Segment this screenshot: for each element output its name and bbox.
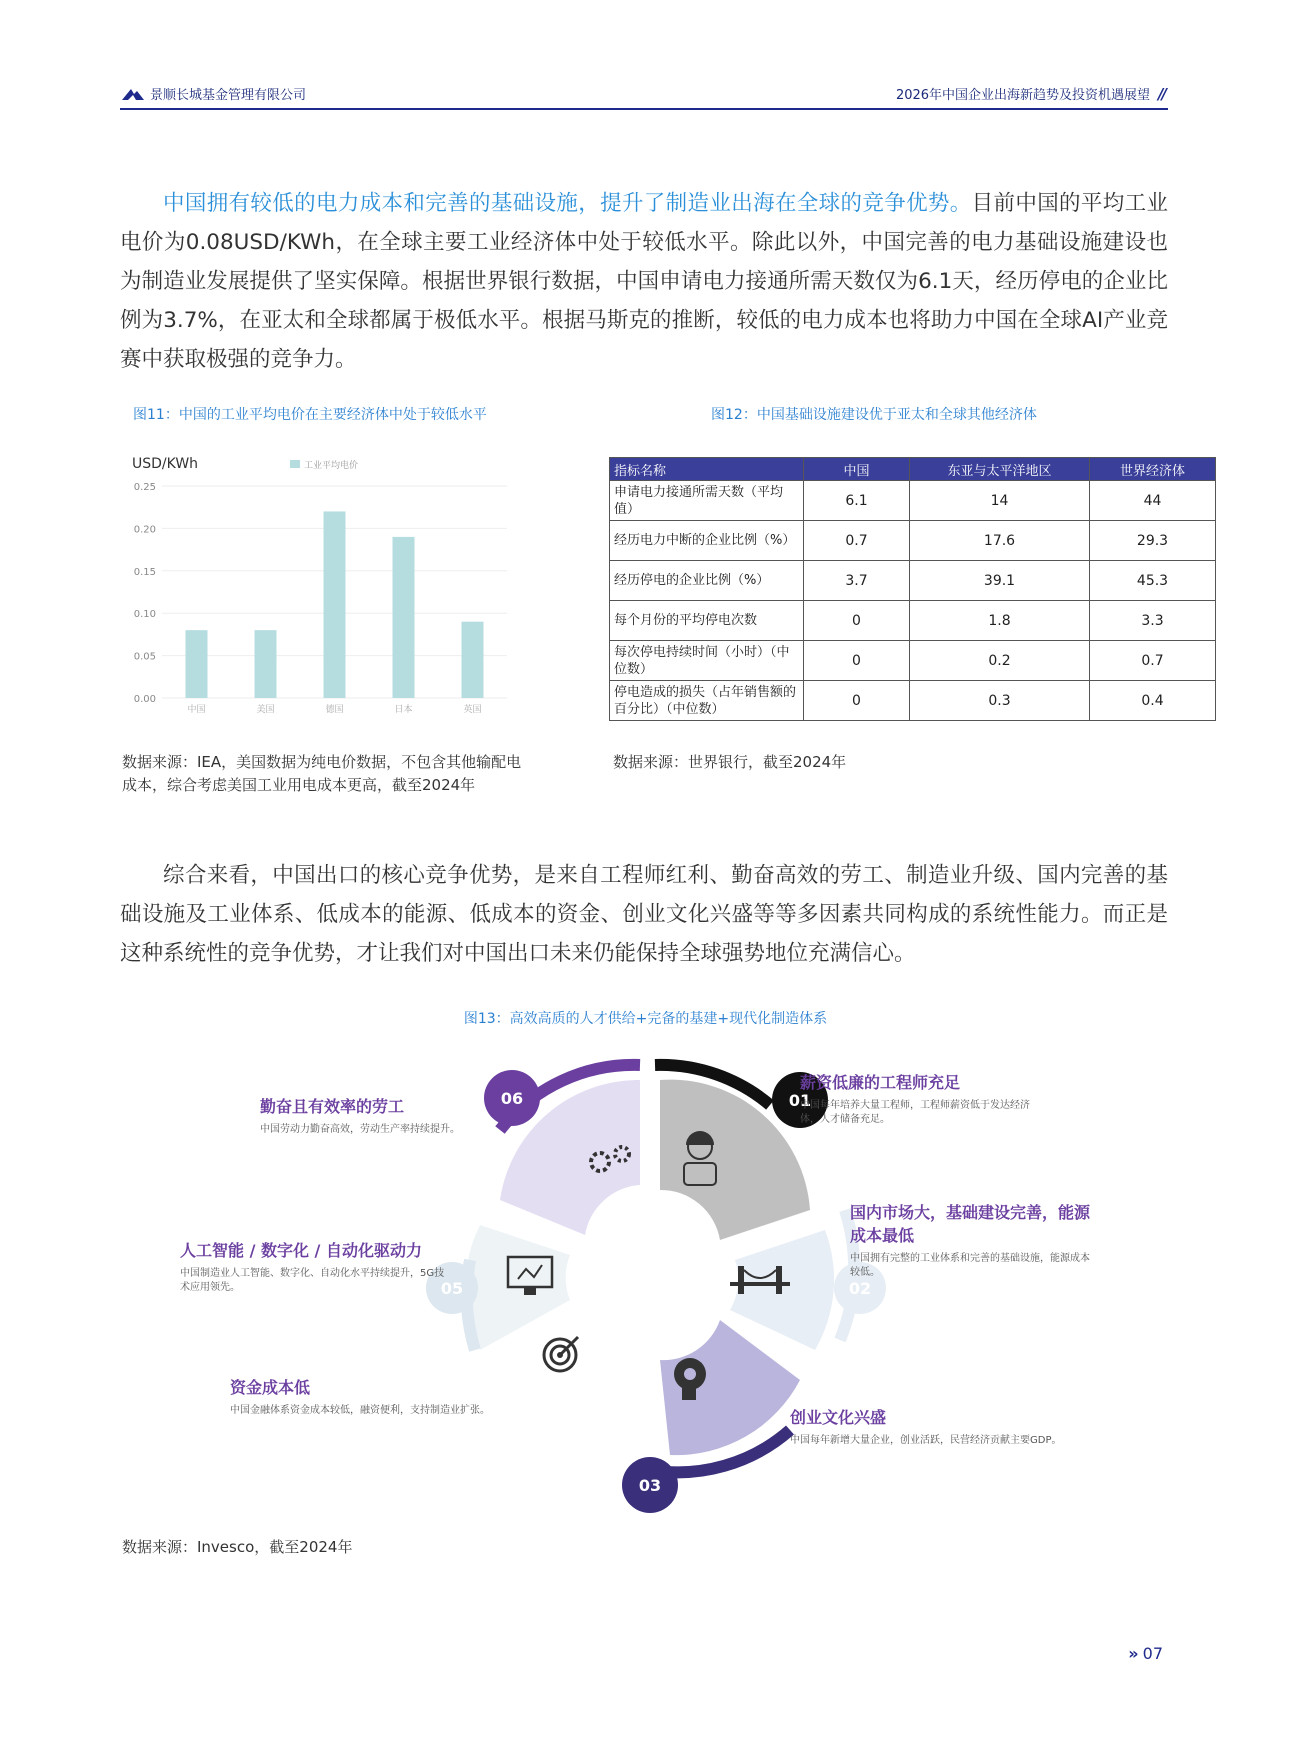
cell-china: 0 (804, 601, 910, 641)
table-row (610, 601, 1216, 641)
item-06 (260, 1094, 520, 1137)
table-row (610, 681, 1216, 721)
fig13-source: 数据来源：Invesco，截至2024年 (122, 1538, 353, 1556)
bar (462, 622, 484, 698)
x-tick-label: 美国 (256, 705, 275, 715)
page-number-text: 07 (1142, 1644, 1163, 1663)
item-02 (850, 1200, 1095, 1280)
item-04 (230, 1375, 490, 1418)
cell-east-asia: 0.2 (910, 641, 1090, 681)
row-label: 经历停电的企业比例（%） (610, 561, 804, 601)
legend-swatch (290, 460, 300, 468)
cell-world: 44 (1090, 481, 1216, 521)
fig12-source: 数据来源：世界银行，截至2024年 (613, 753, 847, 771)
header-divider (120, 108, 1168, 110)
badge-03-num: 03 (638, 1476, 662, 1495)
item-05-desc: 中国制造业人工智能、数字化、自动化水平持续提升，5G技术应用领先。 (180, 1268, 445, 1293)
y-tick-label: 0.20 (133, 524, 156, 536)
cell-east-asia: 39.1 (910, 561, 1090, 601)
fig13-infographic (150, 1050, 1140, 1495)
table-row (610, 481, 1216, 521)
bar (255, 630, 277, 698)
badge-06-num: 06 (500, 1089, 524, 1108)
badge-02-num: 02 (848, 1279, 872, 1298)
cell-east-asia: 17.6 (910, 521, 1090, 561)
table-header-row (610, 458, 1216, 481)
bar (186, 630, 208, 698)
fig12-caption: 图12：中国基础设施建设优于亚太和全球其他经济体 (711, 407, 1037, 423)
y-tick-label: 0.05 (133, 651, 156, 663)
row-label: 每个月份的平均停电次数 (610, 601, 804, 641)
header-report (896, 84, 1165, 103)
cell-china: 0 (804, 641, 910, 681)
table-header-cell: 世界经济体 (1090, 458, 1216, 481)
cell-china: 6.1 (804, 481, 910, 521)
paragraph-1-text: 目前中国的平均工业电价为0.08USD/KWh，在全球主要工业经济体中处于较低水平。除此以外，中国完善的电力基础设施建设也为制造业发展提供了坚实保障。根据世界银行数据，中国申请电力接通所需天数仅为6.1天，经历停电的企业比例为3.7%，在亚太和全球都属于极低水平。根据马斯克的推断，较低的电力成本也将助力中国在全球AI产业竞赛中获取极强的竞争力。 (120, 191, 1168, 372)
fig12-table (609, 457, 1216, 721)
paragraph-1 (120, 184, 1168, 379)
x-tick-label: 中国 (187, 705, 206, 715)
badge-05-num: 05 (440, 1279, 464, 1298)
table-row (610, 641, 1216, 681)
item-06-desc: 中国劳动力勤奋高效，劳动生产率持续提升。 (260, 1124, 460, 1135)
double-arrow-icon: » (1128, 1644, 1139, 1663)
item-02-desc: 中国拥有完整的工业体系和完善的基础设施，能源成本较低。 (850, 1253, 1090, 1278)
fig11-source-line2: 成本，综合考虑美国工业用电成本更高，截至2024年 (122, 776, 476, 794)
bar-chart (122, 444, 518, 715)
company-logo-icon (122, 87, 144, 101)
item-03-title: 创业文化兴盛 (790, 1408, 887, 1427)
item-03-desc: 中国每年新增大量企业，创业活跃，民营经济贡献主要GDP。 (790, 1435, 1062, 1446)
y-tick-label: 0.00 (133, 694, 156, 705)
cell-east-asia: 14 (910, 481, 1090, 521)
chart-background (122, 444, 518, 712)
cell-china: 0 (804, 681, 910, 721)
company-name: 景顺长城基金管理有限公司 (150, 88, 307, 103)
row-label: 停电造成的损失（占年销售额的百分比）（中位数） (610, 681, 804, 721)
cell-china: 0.7 (804, 521, 910, 561)
cell-world: 29.3 (1090, 521, 1216, 561)
bar (324, 511, 346, 698)
item-03 (790, 1405, 1090, 1448)
item-06-title: 勤奋且有效率的劳工 (260, 1097, 405, 1116)
report-title: 2026年中国企业出海新趋势及投资机遇展望 (895, 88, 1151, 103)
item-01-title: 薪资低廉的工程师充足 (800, 1073, 961, 1092)
segment-02 (730, 1230, 834, 1350)
table-header-cell: 中国 (804, 458, 910, 481)
y-axis-label: USD/KWh (132, 456, 199, 472)
legend-label: 工业平均电价 (304, 461, 359, 471)
fig11-source (122, 751, 562, 797)
x-tick-label: 日本 (394, 705, 413, 715)
y-tick-label: 0.15 (133, 566, 156, 578)
bar (393, 537, 415, 698)
fig11-source-line1: 数据来源：IEA，美国数据为纯电价数据，不包含其他输配电 (122, 753, 522, 771)
cell-world: 45.3 (1090, 561, 1216, 601)
row-label: 经历电力中断的企业比例（%） (610, 521, 804, 561)
x-tick-label: 英国 (463, 705, 482, 715)
item-01 (800, 1070, 1030, 1127)
cell-world: 3.3 (1090, 601, 1216, 641)
paragraph-1-highlight: 中国拥有较低的电力成本和完善的基础设施，提升了制造业出海在全球的竞争优势。 (163, 191, 972, 216)
badge-01-num: 01 (788, 1091, 812, 1110)
item-01-desc: 中国每年培养大量工程师，工程师薪资低于发达经济体，人才储备充足。 (800, 1100, 1030, 1125)
cell-china: 3.7 (804, 561, 910, 601)
item-02-title: 国内市场大，基础建设完善，能源成本最低 (850, 1203, 1091, 1245)
table-header-cell: 东亚与太平洋地区 (910, 458, 1090, 481)
cell-world: 0.7 (1090, 641, 1216, 681)
row-label: 申请电力接通所需天数（平均值） (610, 481, 804, 521)
paragraph-2 (120, 856, 1168, 973)
row-label: 每次停电持续时间（小时）（中位数） (610, 641, 804, 681)
table-row (610, 521, 1216, 561)
item-04-title: 资金成本低 (230, 1378, 311, 1397)
table-row (610, 561, 1216, 601)
fig11-caption: 图11：中国的工业平均电价在主要经济体中处于较低水平 (133, 407, 487, 423)
header-company (122, 84, 306, 103)
item-04-desc: 中国金融体系资金成本较低，融资便利，支持制造业扩张。 (230, 1405, 490, 1416)
page-number (1128, 1644, 1163, 1663)
table-header-cell: 指标名称 (610, 458, 804, 481)
fig13-caption: 图13：高效高质的人才供给+完备的基建+现代化制造体系 (463, 1011, 828, 1027)
item-05-title: 人工智能 / 数字化 / 自动化驱动力 (180, 1241, 422, 1260)
y-tick-label: 0.25 (133, 482, 156, 493)
paragraph-2-text: 综合来看，中国出口的核心竞争优势，是来自工程师红利、勤奋高效的劳工、制造业升级、国内完善的基础设施及工业体系、低成本的能源、低成本的资金、创业文化兴盛等等多因素共同构成的系统性能力。而正是这种系统性的竞争优势，才让我们对中国出口未来仍能保持全球强势地位充满信心。 (120, 863, 1168, 966)
y-tick-label: 0.10 (133, 609, 156, 621)
cell-east-asia: 1.8 (910, 601, 1090, 641)
item-05 (180, 1238, 445, 1295)
header-slashes: // (1158, 84, 1165, 103)
x-tick-label: 德国 (325, 705, 344, 715)
cell-east-asia: 0.3 (910, 681, 1090, 721)
fig12-table-wrap (609, 457, 1216, 721)
fig11-chart (122, 444, 518, 715)
cell-world: 0.4 (1090, 681, 1216, 721)
